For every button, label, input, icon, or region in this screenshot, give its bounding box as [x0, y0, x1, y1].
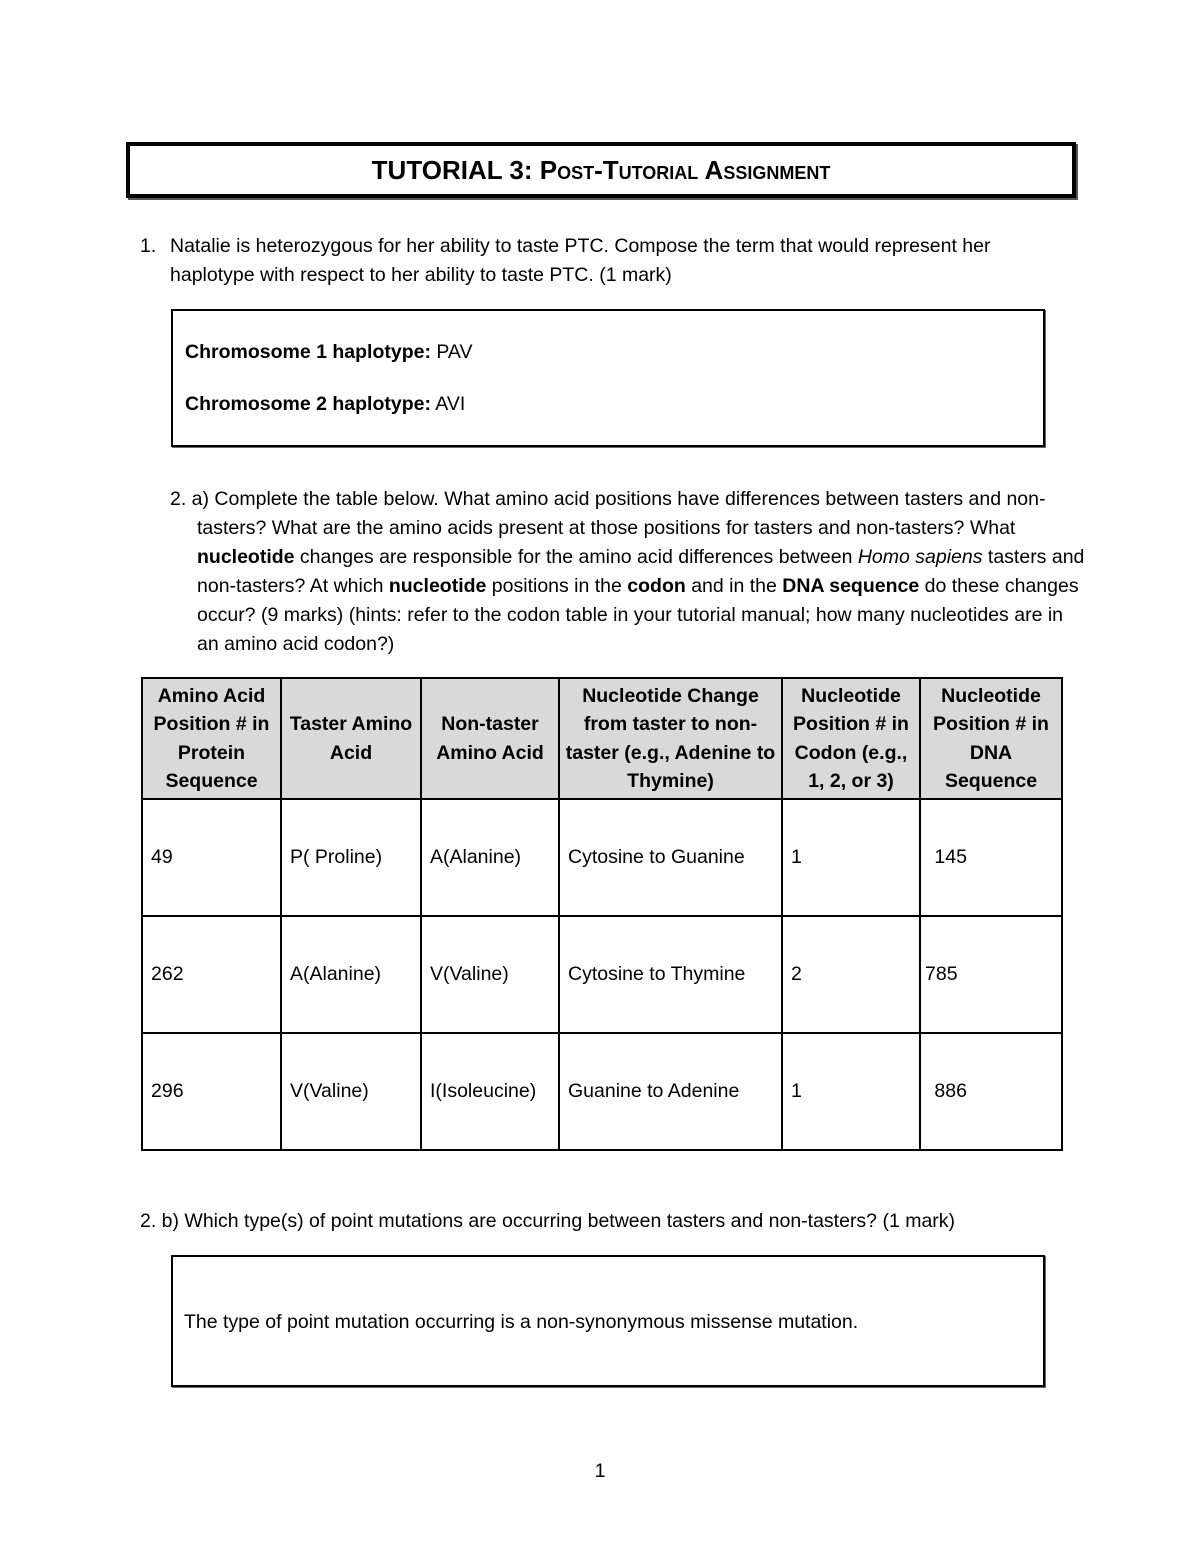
table-header-row [142, 678, 1062, 799]
table-row [142, 799, 1062, 916]
table-cell: 145 [920, 799, 1062, 916]
header-cell: Amino Acid Position # in Protein Sequence [142, 678, 281, 799]
answer-label: Chromosome 2 haplotype: [185, 393, 431, 415]
table-row [142, 916, 1062, 1033]
header-cell: Nucleotide Position # in Codon (e.g., 1, 2, or 3) [782, 678, 920, 799]
text: do these changes occur? (9 marks) (hints: refer to the codon table in your tutorial manual; how many nucleotides are in an amino acid codon?) [197, 575, 1079, 655]
text: DNA sequence [782, 575, 920, 597]
header-cell: Taster Amino Acid [281, 678, 421, 799]
answer-value: PAV [436, 341, 473, 363]
table-cell: A(Alanine) [421, 799, 559, 916]
q1-number: 1. [140, 235, 157, 257]
title-sub: Post-Tutorial Assignment [539, 154, 831, 185]
table-cell: P( Proline) [281, 799, 421, 916]
text: codon [627, 575, 686, 597]
answer-value: AVI [435, 393, 466, 415]
text: nucleotide [197, 546, 295, 568]
text: tasters and non-tasters? At which [197, 546, 1085, 597]
title-main: TUTORIAL 3: [371, 154, 533, 185]
table-row [142, 1033, 1062, 1150]
header-cell: Nucleotide Position # in DNA Sequence [920, 678, 1062, 799]
header-cell: Non-taster Amino Acid [421, 678, 559, 799]
text: nucleotide [388, 575, 487, 597]
table-cell: 49 [142, 799, 281, 916]
table-cell: Guanine to Adenine [559, 1033, 782, 1150]
text: Homo sapiens [857, 546, 983, 568]
table-cell: I(Isoleucine) [421, 1033, 559, 1150]
table-cell: A(Alanine) [281, 916, 421, 1033]
text: and in the [685, 575, 783, 597]
q2b-answer: The type of point mutation occurring is a non-synonymous missense mutation. [184, 1311, 859, 1333]
q2b-text: 2. b) Which type(s) of point mutations are occurring between tasters and non-tasters? (1 mark) [140, 1210, 956, 1232]
table-cell: 1 [782, 799, 920, 916]
header-cell: Nucleotide Change from taster to non-taster (e.g., Adenine to Thymine) [559, 678, 782, 799]
mutation-table [141, 677, 1063, 1151]
table-cell: V(Valine) [281, 1033, 421, 1150]
page-number: 1 [594, 1460, 606, 1482]
q2b-answer-box [171, 1255, 1045, 1387]
text: 2. a) Complete the table below. What amino acid positions have differences between tasters and non-tasters? What are the amino acids present at those positions for tasters and non-tasters? What [170, 488, 1046, 539]
text: changes are responsible for the amino acid differences between [294, 546, 858, 568]
table-cell: 296 [142, 1033, 281, 1150]
q1-answer-box [171, 309, 1045, 447]
answer-label: Chromosome 1 haplotype: [185, 341, 431, 363]
text: positions in the [486, 575, 628, 597]
q2a-text [170, 485, 1087, 659]
title-box [126, 142, 1076, 198]
table-cell: 262 [142, 916, 281, 1033]
table-cell: Cytosine to Thymine [559, 916, 782, 1033]
table-cell: Cytosine to Guanine [559, 799, 782, 916]
table-cell: 2 [782, 916, 920, 1033]
table-cell: V(Valine) [421, 916, 559, 1033]
table-cell: 886 [920, 1033, 1062, 1150]
table-cell: 1 [782, 1033, 920, 1150]
answer-line-1 [185, 341, 473, 364]
table-cell: 785 [920, 916, 1062, 1033]
q1-text: Natalie is heterozygous for her ability to taste PTC. Compose the term that would represent her haplotype with respect to her ability to taste PTC. (1 mark) [170, 235, 991, 286]
answer-line-2 [185, 393, 465, 416]
